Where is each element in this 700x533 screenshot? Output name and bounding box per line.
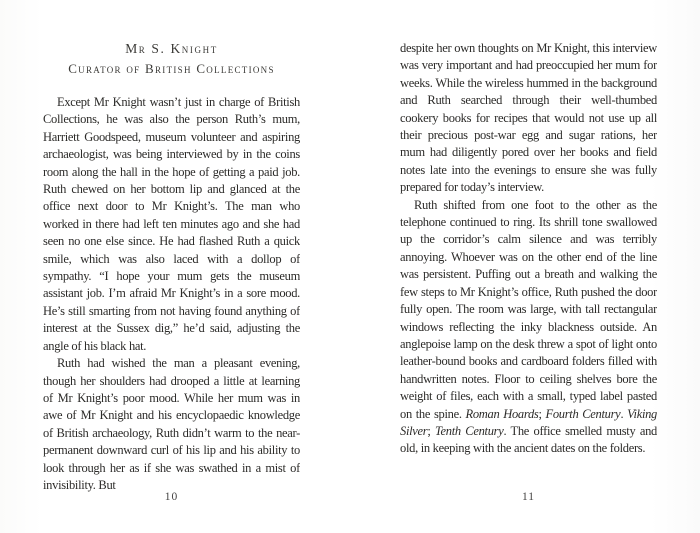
body-paragraph: Ruth had wished the man a pleasant evening, though her shoulders had drooped a little at learning of Mr Knight’s poor mood. While her mum was in awe of Mr Knight and his encyclopaedic knowledge of British archaeology, Ruth didn’t warm to the near-permanent downward curl of his lip and his ability to look through her as if she was swathed in a mist of invisibility. But (43, 356, 300, 492)
left-page-body (43, 94, 300, 494)
chapter-heading (43, 40, 300, 78)
right-page (400, 40, 657, 510)
body-paragraph (400, 197, 657, 458)
chapter-subtitle: Curator of British Collections (68, 61, 275, 76)
page-number-right: 11 (521, 491, 536, 503)
body-paragraph: despite her own thoughts on Mr Knight, this interview was very important and had preoccupied her mum for weeks. While the wireless hummed in the background and Ruth searched through their well-thumbed cookery books for recipes that would not use up all their precious post-war egg and sugar rations, her mum had diligently pored over her books and field notes late into the evenings to ensure she was fully prepared for today’s interview. (400, 41, 657, 195)
file-label: Viking Silver (400, 406, 657, 438)
chapter-title: Mr S. Knight (125, 41, 218, 56)
file-label: Roman Hoards (465, 406, 539, 421)
file-label: Fourth Century (545, 406, 621, 421)
paragraph-text: ; (427, 423, 435, 438)
left-page (43, 40, 300, 510)
paragraph-text: . (620, 406, 628, 421)
body-paragraph: Except Mr Knight wasn’t just in charge of British Collections, he was also the person Ruth’s mum, Harriett Goodspeed, museum volunteer and aspiring archaeologist, was being interviewed by in the coins room along the hall in the hope of getting a paid job. Ruth chewed on her bottom lip and glanced at the office next door to Mr Knight’s. The man who worked in there had left ten minutes ago and she had seen no one else since. He had flashed Ruth a quick smile, which was also laced with a dollop of sympathy. “I hope your mum gets the museum assistant job. I’m afraid Mr Knight’s in a sore mood. He’s still smarting from not having found anything of interest at the Sussex dig,” he’d said, adjusting the angle of his black hat. (43, 95, 300, 353)
paragraph-text: Ruth shifted from one foot to the other as the telephone continued to ring. Its shrill tone swallowed up the corridor’s calm silence and was terribly annoying. Whoever was on the other end of the line was persistent. Puffing out a breath and walking the few steps to Mr Knight’s office, Ruth pushed the door fully open. The room was large, with tall rectangular windows reflecting the inky blackness outside. An anglepoise lamp on the desk threw a spot of light onto leather-bound books and cardboard folders filled with handwritten notes. Floor to ceiling shelves bore the weight of files, each with a small, typed label pasted on the spine. (400, 197, 657, 421)
file-label: Tenth Century (435, 423, 504, 438)
page-number-left: 10 (164, 491, 179, 503)
paragraph-text: . The office smelled musty and old, in keeping with the ancient dates on the folders. (400, 423, 657, 456)
paragraph-text: ; (538, 406, 546, 421)
right-page-body (400, 40, 657, 458)
